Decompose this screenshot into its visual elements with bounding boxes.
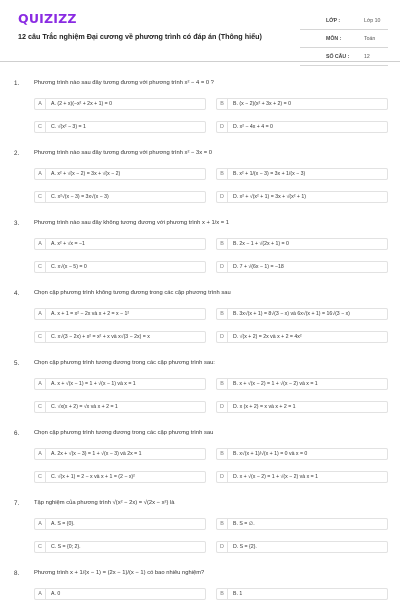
option-a[interactable]	[34, 308, 206, 320]
option-text: D. x (x + 2) = x và x + 2 = 1	[233, 404, 296, 410]
question-number: 8.	[14, 570, 20, 577]
question-text: Chọn cặp phương trình không tương đương trong các cặp phương trình sau	[34, 290, 231, 296]
question-number: 2.	[14, 150, 20, 157]
option-letter: D	[217, 262, 228, 272]
option-text: B. x + √(x − 2) = 1 + √(x − 2) và x = 1	[233, 381, 318, 387]
option-a[interactable]	[34, 98, 206, 110]
option-letter: D	[217, 332, 228, 342]
option-letter: A	[35, 449, 46, 459]
option-text: C. S = {0; 2}.	[51, 544, 81, 550]
option-c[interactable]	[34, 121, 206, 133]
option-letter: A	[35, 309, 46, 319]
quizizz-logo: QUIZIZZ	[18, 11, 77, 26]
option-text: B. 2x − 1 + √(2x + 1) = 0	[233, 241, 289, 247]
option-letter: B	[217, 449, 228, 459]
option-c[interactable]	[34, 261, 206, 273]
option-text: C. x²√(x − 3) = 3x√(x − 3)	[51, 194, 109, 200]
option-letter: A	[35, 99, 46, 109]
option-text: A. 0	[51, 591, 61, 597]
option-letter: A	[35, 519, 46, 529]
question-number: 7.	[14, 500, 20, 507]
option-b[interactable]	[216, 448, 388, 460]
option-a[interactable]	[34, 238, 206, 250]
option-text: D. x² + √(x² + 1) = 3x + √(x² + 1)	[233, 194, 307, 200]
option-letter: D	[217, 542, 228, 552]
question-number: 5.	[14, 360, 20, 367]
option-letter: D	[217, 192, 228, 202]
question-number: 3.	[14, 220, 20, 227]
question-text: Phương trình nào sau đây không tương đương với phương trình x + 1/x = 1	[34, 220, 230, 226]
option-letter: B	[217, 519, 228, 529]
option-c[interactable]	[34, 331, 206, 343]
option-text: A. S = {0}.	[51, 521, 75, 527]
option-b[interactable]	[216, 308, 388, 320]
option-text: C. √(x² − 3) = 1	[51, 124, 86, 130]
option-text: B. x√(x + 1)/√(x + 1) = 0 và x = 0	[233, 451, 308, 457]
option-text: A. 2x + √(x − 3) = 1 + √(x − 3) và 2x = 1	[51, 451, 142, 457]
option-text: C. √(x + 1) = 2 − x và x + 1 = (2 − x)²	[51, 474, 135, 480]
meta-subject	[300, 30, 388, 48]
option-text: A. x² + √(x − 2) = 3x + √(x − 2)	[51, 171, 121, 177]
question-text: Phương trình nào sau đây tương đương với phương trình x² − 3x = 0	[34, 150, 212, 156]
question-text: Phương trình nào sau đây tương đương với phương trình x² − 4 = 0 ?	[34, 80, 214, 86]
option-letter: C	[35, 402, 46, 412]
meta-question-count	[300, 48, 388, 66]
option-a[interactable]	[34, 588, 206, 600]
meta-value: Toán	[364, 36, 376, 42]
option-letter: B	[217, 379, 228, 389]
page-title: 12 câu Trắc nghiệm Đại cương về phương trình có đáp án (Thông hiểu)	[18, 32, 262, 41]
option-c[interactable]	[34, 471, 206, 483]
question-number: 4.	[14, 290, 20, 297]
option-letter: C	[35, 332, 46, 342]
option-b[interactable]	[216, 238, 388, 250]
option-d[interactable]	[216, 261, 388, 273]
option-letter: C	[35, 122, 46, 132]
option-text: D. x² − 4x + 4 = 0	[233, 124, 273, 130]
option-letter: B	[217, 239, 228, 249]
option-letter: C	[35, 542, 46, 552]
question-text: Phương trình x + 1/(x − 1) = (2x − 1)/(x − 1) có bao nhiêu nghiệm?	[34, 570, 205, 576]
meta-value: Lớp 10	[364, 18, 381, 24]
option-letter: A	[35, 239, 46, 249]
option-letter: C	[35, 192, 46, 202]
option-d[interactable]	[216, 121, 388, 133]
option-letter: C	[35, 472, 46, 482]
option-d[interactable]	[216, 401, 388, 413]
option-a[interactable]	[34, 378, 206, 390]
option-d[interactable]	[216, 331, 388, 343]
option-a[interactable]	[34, 168, 206, 180]
meta-value: 12	[364, 54, 370, 60]
option-b[interactable]	[216, 588, 388, 600]
question-text: Chọn cặp phương trình tương đương trong các cặp phương trình sau	[34, 430, 214, 436]
option-text: B. (x − 2)(x² + 3x + 2) = 0	[233, 101, 291, 107]
question-text: Chọn cặp phương trình tương đương trong các cặp phương trình sau:	[34, 360, 215, 366]
option-text: C. x√(x − 5) = 0	[51, 264, 87, 270]
option-letter: B	[217, 309, 228, 319]
option-text: A. (2 + x)(−x² + 2x + 1) = 0	[51, 101, 112, 107]
option-b[interactable]	[216, 98, 388, 110]
option-letter: C	[35, 262, 46, 272]
option-letter: D	[217, 122, 228, 132]
option-letter: D	[217, 472, 228, 482]
option-text: B. 3x√(x + 1) = 8√(3 − x) và 6x√(x + 1) = 16√(3 − x)	[233, 311, 350, 317]
question-text: Tập nghiệm của phương trình √(x² − 2x) = √(2x − x²) là	[34, 500, 175, 506]
meta-label: MÔN :	[326, 36, 342, 42]
question-number: 1.	[14, 80, 20, 87]
option-letter: B	[217, 589, 228, 599]
option-letter: A	[35, 379, 46, 389]
option-text: A. x² + √x = −1	[51, 241, 85, 247]
option-d[interactable]	[216, 541, 388, 553]
option-letter: B	[217, 99, 228, 109]
option-c[interactable]	[34, 401, 206, 413]
option-letter: A	[35, 589, 46, 599]
option-text: D. S = {2}.	[233, 544, 257, 550]
option-text: B. 1	[233, 591, 243, 597]
option-text: A. x + 1 = x² − 2x và x + 2 = x − 1²	[51, 311, 130, 317]
question-number: 6.	[14, 430, 20, 437]
option-text: B. S = ∅.	[233, 521, 255, 527]
header-divider	[0, 61, 400, 62]
option-text: A. x + √(x − 1) = 1 + √(x − 1) và x = 1	[51, 381, 136, 387]
option-text: B. x² + 1/(x − 3) = 3x + 1/(x − 3)	[233, 171, 306, 177]
option-letter: D	[217, 402, 228, 412]
option-text: D. x + √(x − 2) = 1 + √(x − 2) và x = 1	[233, 474, 318, 480]
meta-grade	[300, 12, 388, 30]
option-b[interactable]	[216, 378, 388, 390]
option-text: C. x√(3 − 2x) + x² = x² + x và x√(3 − 2x) = x	[51, 334, 150, 340]
option-d[interactable]	[216, 191, 388, 203]
option-c[interactable]	[34, 191, 206, 203]
option-text: D. √(x + 2) = 2x và x + 2 = 4x²	[233, 334, 302, 340]
meta-label: LỚP :	[326, 18, 341, 24]
option-a[interactable]	[34, 518, 206, 530]
meta-label: SỐ CÂU :	[326, 54, 350, 60]
option-d[interactable]	[216, 471, 388, 483]
option-text: D. 7 + √(6x − 1) = −18	[233, 264, 284, 270]
meta-panel	[300, 12, 388, 66]
option-b[interactable]	[216, 518, 388, 530]
option-letter: B	[217, 169, 228, 179]
option-c[interactable]	[34, 541, 206, 553]
option-letter: A	[35, 169, 46, 179]
option-b[interactable]	[216, 168, 388, 180]
option-a[interactable]	[34, 448, 206, 460]
option-text: C. √x(x + 2) = √x và x + 2 = 1	[51, 404, 118, 410]
